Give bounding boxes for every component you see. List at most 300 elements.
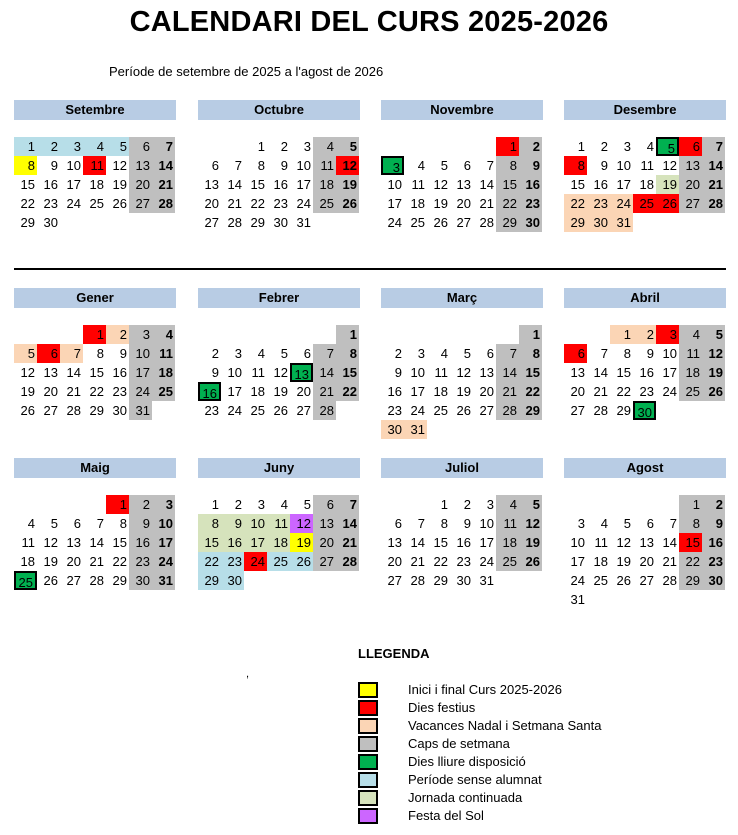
day-cell: 6 bbox=[463, 158, 471, 173]
day-cell: 25 bbox=[89, 196, 104, 211]
day-cell: 20 bbox=[639, 554, 654, 569]
month-header: Octubre bbox=[198, 100, 360, 120]
day-cell: 9 bbox=[463, 516, 471, 531]
month-header: Gener bbox=[14, 288, 176, 308]
day-cell: 6 bbox=[313, 495, 336, 514]
day-cell: 7 bbox=[60, 344, 83, 363]
day-cell: 10 bbox=[296, 158, 311, 173]
day-cell: 28 bbox=[496, 401, 519, 420]
day-cell: 30 bbox=[273, 215, 288, 230]
day-cell: 24 bbox=[66, 196, 81, 211]
day-cell: 19 bbox=[290, 533, 313, 552]
day-cell: 27 bbox=[479, 403, 494, 418]
day-cell: 16 bbox=[273, 177, 288, 192]
day-cell: 18 bbox=[267, 533, 290, 552]
day-cell: 11 bbox=[679, 344, 702, 363]
legend-label: Dies lliure disposició bbox=[408, 754, 526, 769]
day-cell: 1 bbox=[14, 137, 37, 156]
day-cell: 3 bbox=[417, 346, 425, 361]
day-cell: 26 bbox=[43, 573, 58, 588]
day-cell: 8 bbox=[336, 344, 359, 363]
day-cell: 3 bbox=[257, 497, 265, 512]
day-cell: 14 bbox=[479, 177, 494, 192]
day-cell: 19 bbox=[456, 384, 471, 399]
day-cell: 2 bbox=[129, 495, 152, 514]
month-header: Maig bbox=[14, 458, 176, 478]
day-cell: 25 bbox=[593, 573, 608, 588]
day-cell: 9 bbox=[600, 158, 608, 173]
month-juny bbox=[198, 458, 360, 588]
day-cell: 1 bbox=[577, 139, 585, 154]
day-cell: 5 bbox=[336, 137, 359, 156]
day-cell: 7 bbox=[496, 344, 519, 363]
day-cell: 26 bbox=[112, 196, 127, 211]
day-cell: 6 bbox=[564, 344, 587, 363]
day-cell: 6 bbox=[679, 137, 702, 156]
day-cell: 11 bbox=[496, 514, 519, 533]
day-cell: 30 bbox=[456, 573, 471, 588]
day-cell: 26 bbox=[20, 403, 35, 418]
month-header: Agost bbox=[564, 458, 726, 478]
day-cell: 4 bbox=[600, 516, 608, 531]
day-cell: 2 bbox=[37, 137, 60, 156]
day-cell: 18 bbox=[593, 554, 608, 569]
day-cell: 17 bbox=[616, 177, 631, 192]
day-cell: 19 bbox=[20, 384, 35, 399]
day-cell: 3 bbox=[234, 346, 242, 361]
day-cell: 23 bbox=[702, 552, 725, 571]
day-cell: 28 bbox=[152, 194, 175, 213]
day-cell: 15 bbox=[496, 175, 519, 194]
month-header: Febrer bbox=[198, 288, 360, 308]
day-cell: 11 bbox=[594, 535, 608, 550]
day-cell: 8 bbox=[257, 158, 265, 173]
day-cell: 7 bbox=[600, 346, 608, 361]
day-cell: 20 bbox=[43, 384, 58, 399]
day-cell: 22 bbox=[519, 382, 542, 401]
legend-item-festa bbox=[358, 807, 484, 825]
day-cell: 31 bbox=[296, 215, 311, 230]
day-cell: 28 bbox=[89, 573, 104, 588]
day-cell: 10 bbox=[66, 158, 81, 173]
day-cell: 2 bbox=[633, 325, 656, 344]
day-cell: 17 bbox=[662, 365, 677, 380]
month-abril bbox=[564, 288, 726, 420]
day-cell: 27 bbox=[387, 573, 402, 588]
day-cell: 25 bbox=[633, 194, 656, 213]
day-cell: 9 bbox=[646, 346, 654, 361]
page-title: CALENDARI DEL CURS 2025-2026 bbox=[129, 6, 609, 38]
day-cell: 12 bbox=[336, 156, 359, 175]
day-cell: 27 bbox=[43, 403, 58, 418]
day-cell: 15 bbox=[89, 365, 104, 380]
month-header: Desembre bbox=[564, 100, 726, 120]
legend bbox=[358, 646, 602, 825]
legend-swatch bbox=[358, 718, 378, 734]
day-cell: 3 bbox=[60, 137, 83, 156]
day-cell: 23 bbox=[204, 403, 219, 418]
day-cell: 9 bbox=[394, 365, 402, 380]
day-cell: 25 bbox=[496, 552, 519, 571]
section-divider bbox=[14, 268, 726, 270]
day-cell: 4 bbox=[313, 137, 336, 156]
day-cell: 31 bbox=[610, 213, 633, 232]
day-cell: 21 bbox=[593, 384, 608, 399]
day-cell: 24 bbox=[410, 403, 425, 418]
legend-swatch bbox=[358, 754, 378, 770]
day-cell: 24 bbox=[296, 196, 311, 211]
day-cell: 27 bbox=[456, 215, 471, 230]
day-cell: 27 bbox=[129, 194, 152, 213]
day-cell: 16 bbox=[456, 535, 471, 550]
day-cell: 23 bbox=[587, 194, 610, 213]
day-cell: 30 bbox=[702, 571, 725, 590]
day-cell: 30 bbox=[129, 571, 152, 590]
day-cell: 5 bbox=[463, 346, 471, 361]
day-cell: 1 bbox=[211, 497, 219, 512]
day-cell: 17 bbox=[66, 177, 81, 192]
day-cell: 14 bbox=[313, 363, 336, 382]
day-cell: 10 bbox=[616, 158, 631, 173]
day-cell: 23 bbox=[519, 194, 542, 213]
day-cell: 12 bbox=[456, 365, 471, 380]
day-cell: 10 bbox=[662, 346, 677, 361]
day-cell: 12 bbox=[273, 365, 288, 380]
legend-item-continuous bbox=[358, 789, 523, 807]
day-cell: 1 bbox=[83, 325, 106, 344]
day-cell: 30 bbox=[633, 401, 656, 420]
legend-label: Inici i final Curs 2025-2026 bbox=[408, 682, 562, 697]
day-cell: 20 bbox=[456, 196, 471, 211]
day-cell: 18 bbox=[410, 196, 425, 211]
day-cell: 1 bbox=[496, 137, 519, 156]
day-cell: 26 bbox=[433, 215, 448, 230]
day-cell: 5 bbox=[303, 497, 311, 512]
day-cell: 24 bbox=[227, 403, 242, 418]
day-cell: 24 bbox=[387, 215, 402, 230]
day-cell: 7 bbox=[313, 344, 336, 363]
month-header: Juny bbox=[198, 458, 360, 478]
day-cell: 20 bbox=[387, 554, 402, 569]
day-cell: 18 bbox=[679, 363, 702, 382]
day-cell: 8 bbox=[119, 516, 127, 531]
day-cell: 28 bbox=[66, 403, 81, 418]
day-cell: 7 bbox=[152, 137, 175, 156]
day-cell: 29 bbox=[496, 213, 519, 232]
day-cell: 6 bbox=[394, 516, 402, 531]
day-cell: 16 bbox=[387, 384, 402, 399]
day-cell: 6 bbox=[211, 158, 219, 173]
day-cell: 4 bbox=[496, 495, 519, 514]
day-cell: 26 bbox=[702, 382, 725, 401]
day-cell: 4 bbox=[646, 139, 654, 154]
day-cell: 28 bbox=[702, 194, 725, 213]
day-cell: 9 bbox=[280, 158, 288, 173]
day-cell: 30 bbox=[43, 215, 58, 230]
day-cell: 31 bbox=[479, 573, 494, 588]
day-cell: 14 bbox=[593, 365, 608, 380]
legend-items bbox=[358, 681, 602, 825]
day-cell: 1 bbox=[440, 497, 448, 512]
day-cell: 3 bbox=[129, 325, 152, 344]
day-cell: 2 bbox=[280, 139, 288, 154]
day-cell: 9 bbox=[211, 365, 219, 380]
day-cell: 3 bbox=[486, 497, 494, 512]
day-cell: 23 bbox=[221, 552, 244, 571]
month-setembre bbox=[14, 100, 176, 230]
month-juliol bbox=[381, 458, 543, 588]
day-cell: 17 bbox=[570, 554, 585, 569]
day-cell: 28 bbox=[593, 403, 608, 418]
day-cell: 5 bbox=[656, 137, 679, 156]
day-cell: 19 bbox=[519, 533, 542, 552]
day-cell: 10 bbox=[570, 535, 585, 550]
day-cell: 2 bbox=[234, 497, 242, 512]
month-header: Setembre bbox=[14, 100, 176, 120]
day-cell: 20 bbox=[296, 384, 311, 399]
day-cell: 20 bbox=[479, 384, 494, 399]
day-cell: 9 bbox=[221, 514, 244, 533]
day-cell: 11 bbox=[434, 365, 448, 380]
day-cell: 1 bbox=[679, 495, 702, 514]
legend-swatch bbox=[358, 808, 378, 824]
day-cell: 7 bbox=[702, 137, 725, 156]
legend-label: Vacances Nadal i Setmana Santa bbox=[408, 718, 602, 733]
day-cell: 23 bbox=[273, 196, 288, 211]
day-cell: 14 bbox=[662, 535, 677, 550]
legend-swatch bbox=[358, 682, 378, 698]
legend-item-start bbox=[358, 681, 562, 699]
day-cell: 17 bbox=[479, 535, 494, 550]
day-cell: 6 bbox=[129, 137, 152, 156]
day-cell: 14 bbox=[89, 535, 104, 550]
day-cell: 12 bbox=[519, 514, 542, 533]
day-cell: 19 bbox=[433, 196, 448, 211]
day-cell: 8 bbox=[14, 156, 37, 175]
month-març bbox=[381, 288, 543, 437]
day-cell: 7 bbox=[96, 516, 104, 531]
day-cell: 14 bbox=[152, 156, 175, 175]
day-cell: 21 bbox=[66, 384, 81, 399]
day-cell: 13 bbox=[479, 365, 494, 380]
day-cell: 18 bbox=[496, 533, 519, 552]
day-cell: 27 bbox=[66, 573, 81, 588]
legend-swatch bbox=[358, 790, 378, 806]
legend-swatch bbox=[358, 772, 378, 788]
day-cell: 20 bbox=[204, 196, 219, 211]
day-cell: 5 bbox=[702, 325, 725, 344]
month-header: Abril bbox=[564, 288, 726, 308]
day-cell: 18 bbox=[20, 554, 35, 569]
day-cell: 15 bbox=[433, 535, 448, 550]
day-cell: 31 bbox=[129, 401, 152, 420]
day-cell: 16 bbox=[702, 533, 725, 552]
day-cell: 25 bbox=[313, 194, 336, 213]
day-cell: 3 bbox=[656, 325, 679, 344]
day-cell: 2 bbox=[600, 139, 608, 154]
day-cell: 13 bbox=[570, 365, 585, 380]
day-cell: 30 bbox=[221, 571, 244, 590]
month-maig bbox=[14, 458, 176, 590]
day-cell: 18 bbox=[152, 363, 175, 382]
day-cell: 3 bbox=[577, 516, 585, 531]
day-cell: 23 bbox=[639, 384, 654, 399]
day-cell: 21 bbox=[662, 554, 677, 569]
day-cell: 21 bbox=[336, 533, 359, 552]
day-cell: 12 bbox=[20, 365, 35, 380]
day-cell: 19 bbox=[273, 384, 288, 399]
day-cell: 25 bbox=[410, 215, 425, 230]
month-novembre bbox=[381, 100, 543, 230]
day-cell: 13 bbox=[679, 156, 702, 175]
day-cell: 4 bbox=[679, 325, 702, 344]
day-cell: 15 bbox=[616, 365, 631, 380]
day-cell: 2 bbox=[463, 497, 471, 512]
day-cell: 21 bbox=[702, 175, 725, 194]
day-cell: 22 bbox=[433, 554, 448, 569]
day-cell: 14 bbox=[410, 535, 425, 550]
legend-swatch bbox=[358, 700, 378, 716]
day-cell: 4 bbox=[417, 158, 425, 173]
day-cell: 11 bbox=[640, 158, 654, 173]
day-cell: 22 bbox=[616, 384, 631, 399]
day-cell: 15 bbox=[112, 535, 127, 550]
legend-item-free bbox=[358, 753, 526, 771]
day-cell: 20 bbox=[570, 384, 585, 399]
day-cell: 29 bbox=[112, 573, 127, 588]
day-cell: 1 bbox=[336, 325, 359, 344]
day-cell: 13 bbox=[387, 535, 402, 550]
day-cell: 24 bbox=[129, 382, 152, 401]
month-gener bbox=[14, 288, 176, 418]
month-header: Març bbox=[381, 288, 543, 308]
day-cell: 26 bbox=[290, 552, 313, 571]
day-cell: 11 bbox=[83, 156, 106, 175]
day-cell: 18 bbox=[250, 384, 265, 399]
day-cell: 12 bbox=[662, 158, 677, 173]
day-cell: 13 bbox=[456, 177, 471, 192]
day-cell: 15 bbox=[336, 363, 359, 382]
day-cell: 10 bbox=[129, 344, 152, 363]
day-cell: 28 bbox=[336, 552, 359, 571]
day-cell: 26 bbox=[336, 194, 359, 213]
month-desembre bbox=[564, 100, 726, 230]
day-cell: 8 bbox=[198, 514, 221, 533]
day-cell: 24 bbox=[244, 552, 267, 571]
day-cell: 15 bbox=[198, 533, 221, 552]
day-cell: 10 bbox=[479, 516, 494, 531]
day-cell: 29 bbox=[20, 215, 35, 230]
day-cell: 10 bbox=[410, 365, 425, 380]
day-cell: 27 bbox=[296, 403, 311, 418]
day-cell: 29 bbox=[564, 213, 587, 232]
day-cell: 2 bbox=[702, 495, 725, 514]
day-cell: 17 bbox=[129, 363, 152, 382]
day-cell: 16 bbox=[519, 175, 542, 194]
day-cell: 15 bbox=[570, 177, 585, 192]
day-cell: 16 bbox=[593, 177, 608, 192]
day-cell: 17 bbox=[410, 384, 425, 399]
day-cell: 20 bbox=[129, 175, 152, 194]
day-cell: 10 bbox=[244, 514, 267, 533]
day-cell: 30 bbox=[519, 213, 542, 232]
day-cell: 7 bbox=[669, 516, 677, 531]
day-cell: 3 bbox=[381, 156, 404, 175]
legend-title: LLEGENDA bbox=[358, 646, 430, 661]
day-cell: 2 bbox=[106, 325, 129, 344]
day-cell: 29 bbox=[250, 215, 265, 230]
day-cell: 11 bbox=[313, 156, 336, 175]
day-cell: 17 bbox=[296, 177, 311, 192]
day-cell: 1 bbox=[610, 325, 633, 344]
day-cell: 9 bbox=[50, 158, 58, 173]
day-cell: 8 bbox=[564, 156, 587, 175]
day-cell: 4 bbox=[280, 497, 288, 512]
day-cell: 21 bbox=[479, 196, 494, 211]
day-cell: 22 bbox=[336, 382, 359, 401]
day-cell: 29 bbox=[679, 571, 702, 590]
day-cell: 21 bbox=[152, 175, 175, 194]
day-cell: 19 bbox=[656, 175, 679, 194]
day-cell: 29 bbox=[433, 573, 448, 588]
day-cell: 17 bbox=[152, 533, 175, 552]
day-cell: 6 bbox=[303, 346, 311, 361]
day-cell: 21 bbox=[410, 554, 425, 569]
day-cell: 16 bbox=[112, 365, 127, 380]
month-header: Juliol bbox=[381, 458, 543, 478]
day-cell: 10 bbox=[152, 514, 175, 533]
day-cell: 2 bbox=[519, 137, 542, 156]
day-cell: 16 bbox=[221, 533, 244, 552]
day-cell: 20 bbox=[66, 554, 81, 569]
day-cell: 27 bbox=[313, 552, 336, 571]
day-cell: 21 bbox=[89, 554, 104, 569]
day-cell: 3 bbox=[152, 495, 175, 514]
day-cell: 3 bbox=[623, 139, 631, 154]
day-cell: 27 bbox=[679, 194, 702, 213]
legend-item-nostudents bbox=[358, 771, 542, 789]
stray-mark: , bbox=[246, 668, 250, 680]
day-cell: 4 bbox=[257, 346, 265, 361]
day-cell: 23 bbox=[43, 196, 58, 211]
day-cell: 14 bbox=[227, 177, 242, 192]
day-cell: 1 bbox=[106, 495, 129, 514]
day-cell: 15 bbox=[250, 177, 265, 192]
day-cell: 14 bbox=[336, 514, 359, 533]
day-cell: 14 bbox=[702, 156, 725, 175]
day-cell: 26 bbox=[273, 403, 288, 418]
day-cell: 19 bbox=[336, 175, 359, 194]
day-cell: 17 bbox=[387, 196, 402, 211]
day-cell: 8 bbox=[679, 514, 702, 533]
day-cell: 20 bbox=[313, 533, 336, 552]
month-header: Novembre bbox=[381, 100, 543, 120]
day-cell: 18 bbox=[639, 177, 654, 192]
day-cell: 9 bbox=[129, 514, 152, 533]
day-cell: 5 bbox=[14, 344, 37, 363]
day-cell: 26 bbox=[656, 194, 679, 213]
day-cell: 29 bbox=[616, 403, 631, 418]
day-cell: 13 bbox=[313, 514, 336, 533]
day-cell: 10 bbox=[387, 177, 402, 192]
day-cell: 11 bbox=[152, 344, 175, 363]
day-cell: 28 bbox=[227, 215, 242, 230]
day-cell: 25 bbox=[679, 382, 702, 401]
day-cell: 12 bbox=[433, 177, 448, 192]
day-cell: 2 bbox=[394, 346, 402, 361]
day-cell: 19 bbox=[43, 554, 58, 569]
day-cell: 19 bbox=[112, 177, 127, 192]
